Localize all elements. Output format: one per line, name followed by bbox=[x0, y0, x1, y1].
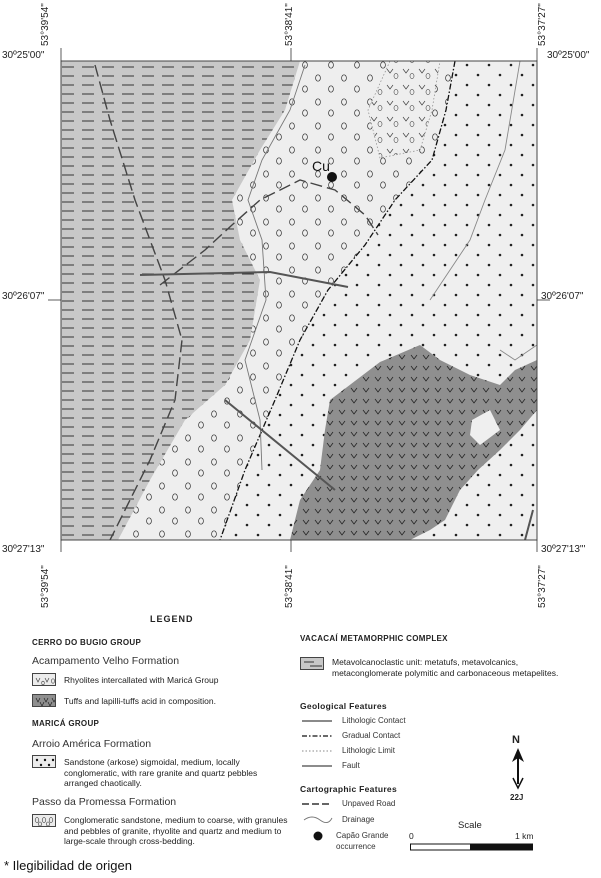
coord-bottom-left: 53°39'54" bbox=[40, 565, 51, 608]
lithologic-limit-label: Lithologic Limit bbox=[342, 746, 395, 755]
sandstone-swatch bbox=[32, 755, 56, 768]
carto-feature-symbols bbox=[300, 798, 336, 850]
geo-features-heading: Geological Features bbox=[300, 701, 387, 711]
tuffs-text: Tuffs and lapilli-tuffs acid in composition. bbox=[64, 696, 216, 706]
coord-right-top: 30º25'00" bbox=[547, 50, 590, 61]
conglomeratic-swatch bbox=[32, 814, 56, 827]
illegibility-footnote: * Ilegibilidad de origen bbox=[4, 858, 132, 873]
scale-one: 1 km bbox=[515, 831, 534, 841]
unpaved-road-label: Unpaved Road bbox=[342, 799, 396, 808]
fault-label: Fault bbox=[342, 761, 360, 770]
coord-top-left: 53°39'54" bbox=[40, 3, 51, 46]
cerro-group-heading: CERRO DO BUGIO GROUP bbox=[32, 638, 142, 647]
carto-features-heading: Cartographic Features bbox=[300, 784, 397, 794]
scale-title: Scale bbox=[458, 820, 482, 831]
vacacai-heading: VACACAÍ METAMORPHIC COMPLEX bbox=[300, 634, 448, 643]
rhyolite-swatch bbox=[32, 673, 56, 686]
coord-top-mid: 53°38'41" bbox=[284, 3, 295, 46]
zone-label: 22J bbox=[510, 793, 524, 802]
sandstone-text: Sandstone (arkose) sigmoidal, medium, locally conglomeratic, with rare granite and quartz pebbles arranged chaotically. bbox=[64, 757, 258, 788]
capao-label-line2: occurrence bbox=[336, 842, 376, 851]
tuff-swatch bbox=[32, 694, 56, 707]
north-label: N bbox=[512, 734, 520, 746]
coord-left-bottom: 30º27'13" bbox=[2, 544, 45, 555]
metavolcano-text: Metavolcanoclastic unit: metatufs, metavolcanics, metaconglomerate polymitic and carbonaceous metapelites. bbox=[332, 657, 559, 678]
conglomeratic-text: Conglomeratic sandstone, medium to coarse, with granules and pebbles of granite, rhyolite and quartz and medium to large-scale through cross-bedding. bbox=[64, 815, 288, 846]
scale-bar bbox=[410, 843, 535, 853]
coord-left-mid: 30º26'07" bbox=[2, 291, 45, 302]
coord-right-mid: 30º26'07" bbox=[541, 291, 584, 302]
coord-left-top: 30º25'00" bbox=[2, 50, 45, 61]
rhyolites-text: Rhyolites intercallated with Maricá Group bbox=[64, 675, 219, 685]
lithologic-contact-label: Lithologic Contact bbox=[342, 716, 406, 725]
legend-title: LEGEND bbox=[150, 614, 194, 624]
drainage-label: Drainage bbox=[342, 815, 375, 824]
north-arrow-icon bbox=[510, 748, 526, 792]
passo-formation: Passo da Promessa Formation bbox=[32, 796, 177, 808]
geo-feature-symbols bbox=[300, 715, 336, 777]
capao-label-line1: Capão Grande bbox=[336, 831, 389, 840]
coord-right-bottom: 30º27'13"' bbox=[541, 544, 586, 555]
occurrence-label: Cu bbox=[312, 158, 330, 174]
coord-bottom-right: 53°37'27" bbox=[537, 565, 548, 608]
arroio-formation: Arroio América Formation bbox=[32, 738, 152, 750]
coord-bottom-mid: 53°38'41" bbox=[284, 565, 295, 608]
metavolcano-swatch bbox=[300, 657, 324, 670]
marica-group-heading: MARICÁ GROUP bbox=[32, 719, 100, 728]
gradual-contact-label: Gradual Contact bbox=[342, 731, 401, 740]
scale-zero: 0 bbox=[409, 831, 414, 841]
coord-top-right: 53°37'27" bbox=[537, 3, 548, 46]
acampamento-formation: Acampamento Velho Formation bbox=[32, 655, 180, 667]
